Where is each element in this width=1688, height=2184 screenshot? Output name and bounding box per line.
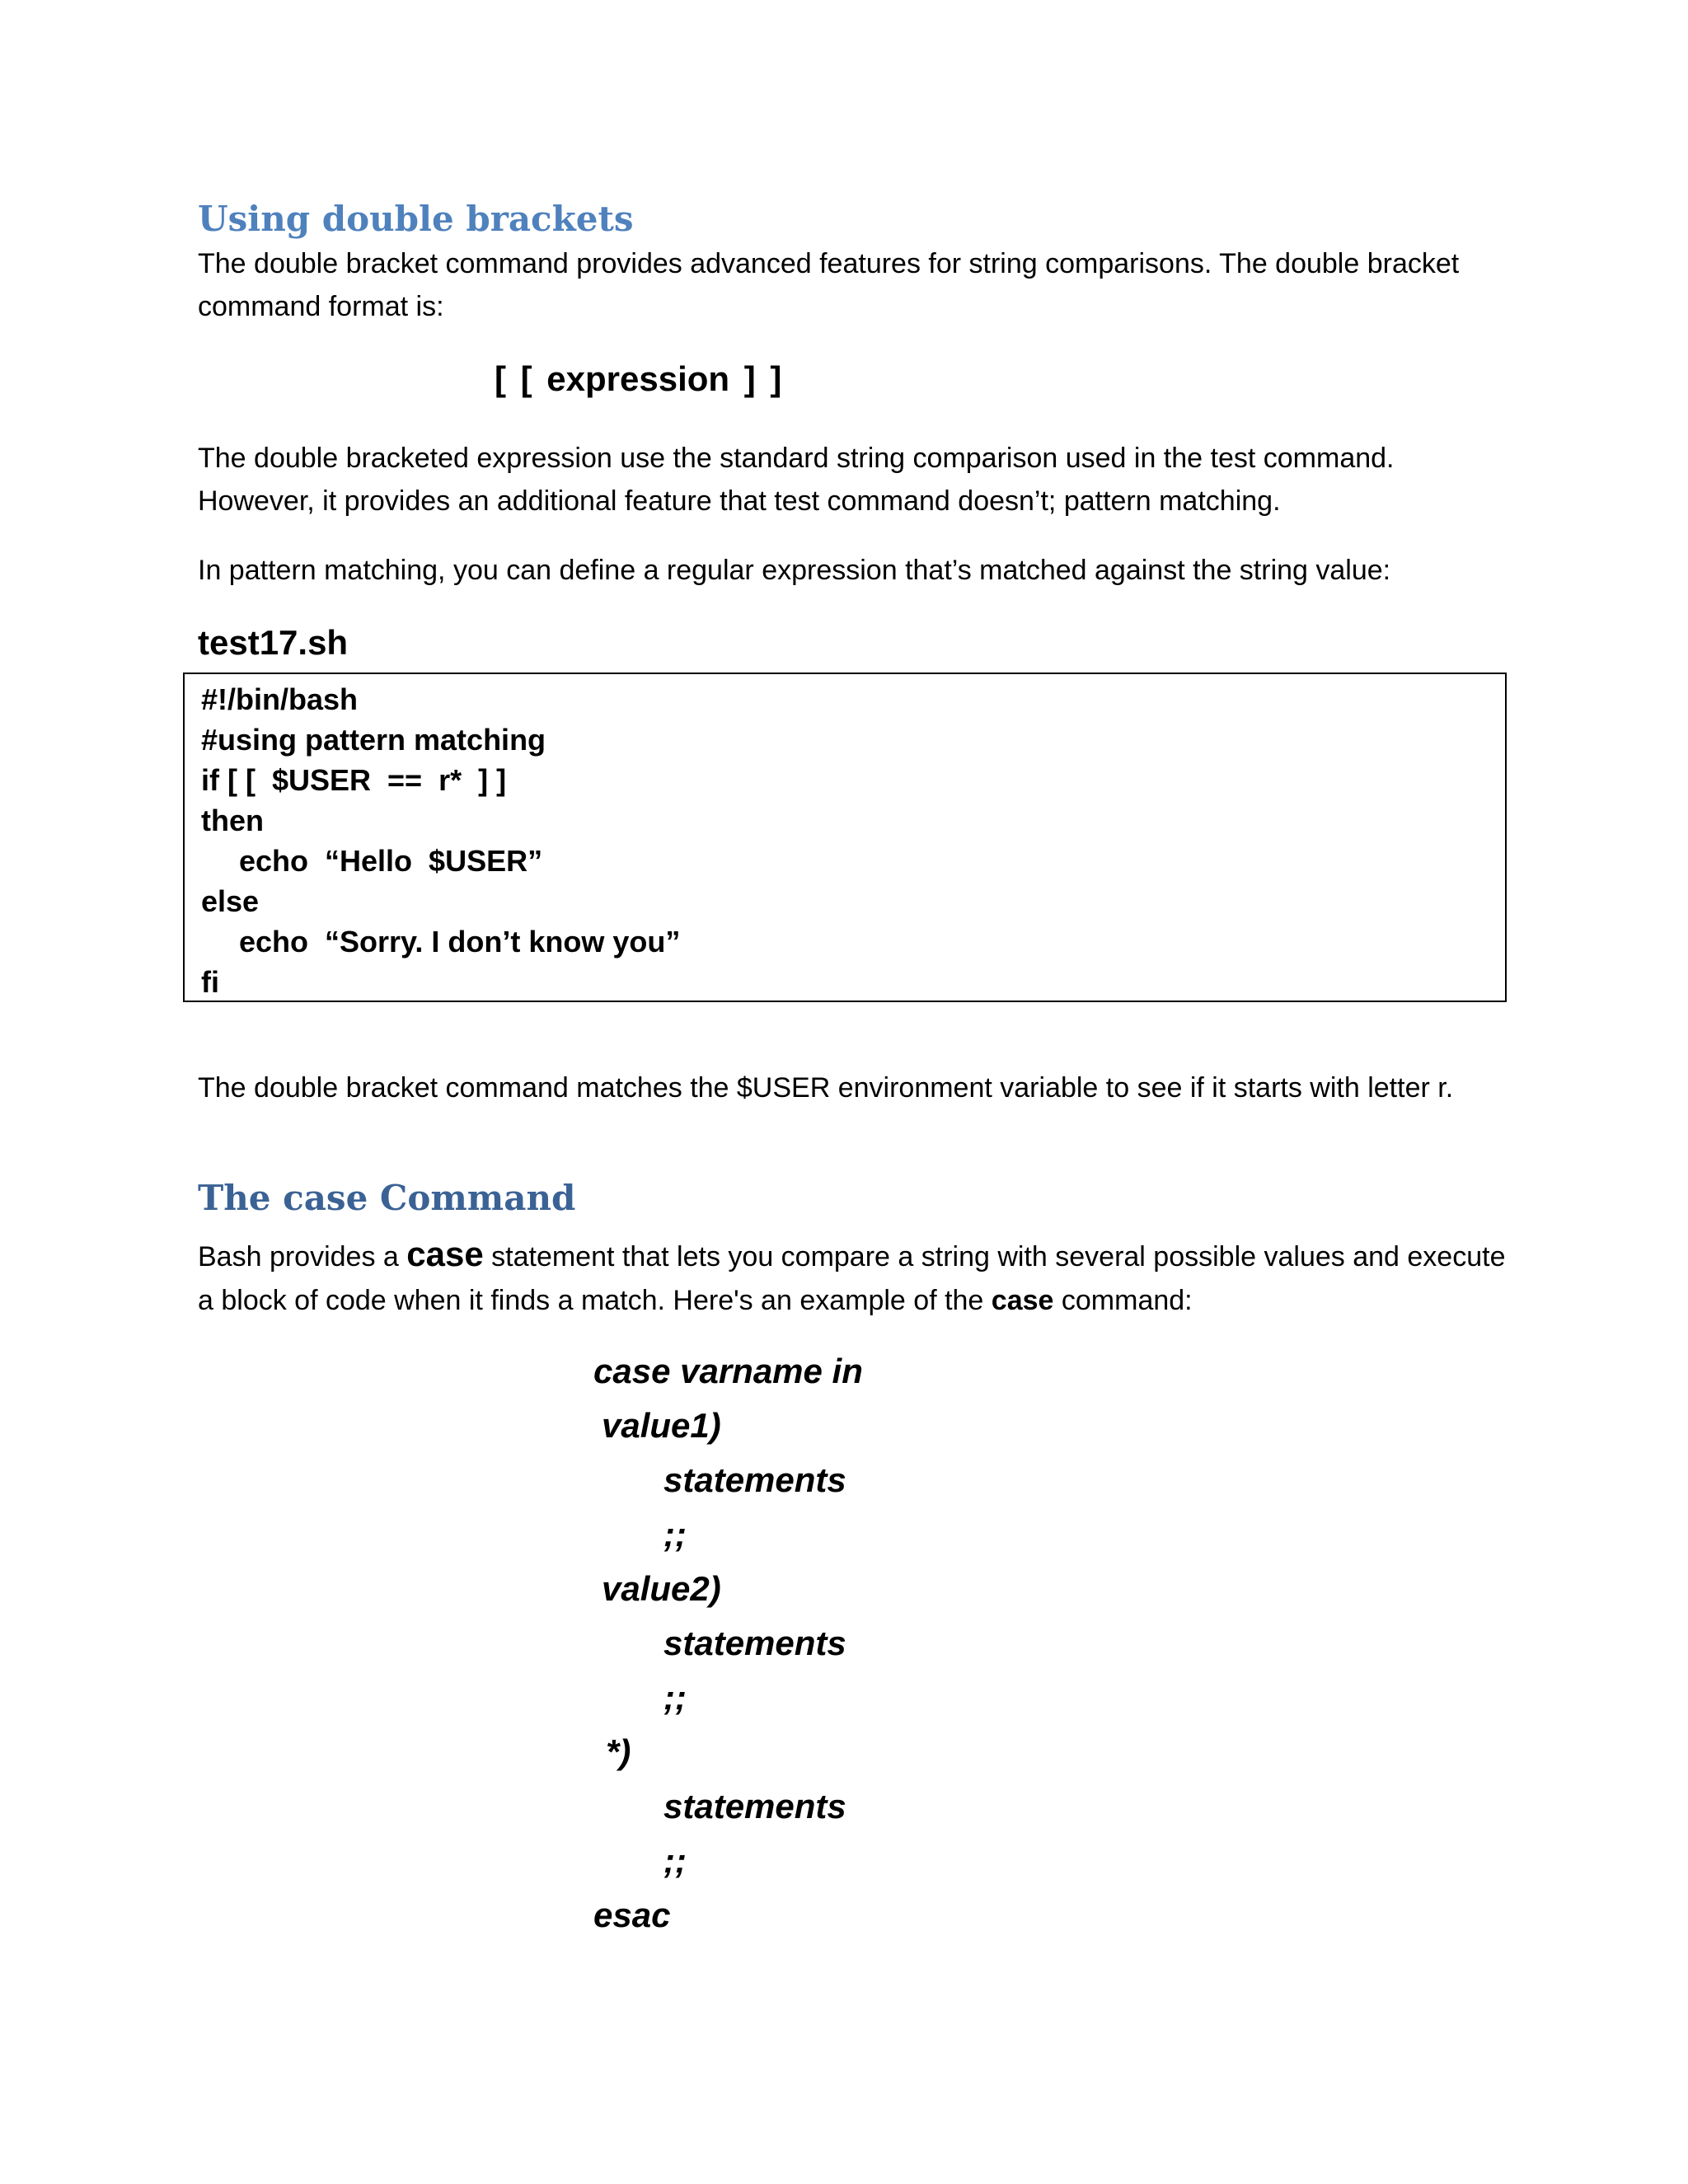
code-line: else (201, 884, 260, 918)
case-intro-line-2-post: command: (1053, 1285, 1193, 1316)
case-syntax-line: case varname in (593, 1352, 863, 1390)
case-syntax-line: statements (663, 1460, 846, 1499)
case-intro-line-1 (198, 1233, 1505, 1278)
section-heading-case-command: The case Command (198, 1178, 576, 1218)
case-syntax-line: value2) (602, 1569, 721, 1608)
case-intro-line-1-pre: Bash provides a (198, 1241, 407, 1272)
code-line: echo “Hello $USER” (239, 844, 543, 878)
case-syntax-line: *) (606, 1732, 631, 1771)
code-listing-box (183, 673, 1507, 1002)
case-syntax-line: ;; (663, 1841, 687, 1880)
case-keyword-large: case (406, 1235, 484, 1273)
code-line: echo “Sorry. I don’t know you” (239, 925, 681, 958)
case-syntax-line: ;; (663, 1515, 687, 1554)
code-line: then (201, 804, 264, 837)
case-keyword-bold: case (991, 1285, 1054, 1316)
case-syntax-line: value1) (602, 1406, 721, 1445)
case-syntax-line: statements (663, 1787, 846, 1825)
intro-text-line-2: command format is: (198, 291, 444, 322)
case-intro-line-1-post: statement that lets you compare a string with several possible values and execute (483, 1241, 1506, 1272)
case-syntax-line: esac (593, 1896, 671, 1934)
code-line: if [ [ $USER == r* ] ] (201, 763, 507, 797)
code-line: #!/bin/bash (201, 682, 359, 716)
code-line: #using pattern matching (201, 723, 546, 757)
code-line: fi (201, 965, 219, 999)
paragraph-2-line-2: However, it provides an additional feature that test command doesn’t; pattern matching. (198, 485, 1281, 517)
script-filename: test17.sh (198, 623, 349, 662)
case-syntax-line: ;; (663, 1678, 687, 1717)
paragraph-4: The double bracket command matches the $USER environment variable to see if it starts with letter r. (198, 1072, 1454, 1104)
section-heading-double-brackets: Using double brackets (198, 199, 634, 239)
paragraph-3: In pattern matching, you can define a regular expression that’s matched against the string value: (198, 555, 1391, 586)
double-bracket-syntax: [ [ expression ] ] (495, 359, 782, 398)
case-intro-line-2 (198, 1279, 1193, 1322)
case-syntax-line: statements (663, 1624, 846, 1662)
intro-text-line-1: The double bracket command provides advanced features for string comparisons. The double bracket (198, 248, 1460, 279)
paragraph-2-line-1: The double bracketed expression use the standard string comparison used in the test command. (198, 443, 1395, 474)
case-intro-line-2-pre: a block of code when it finds a match. Here's an example of the (198, 1285, 992, 1316)
